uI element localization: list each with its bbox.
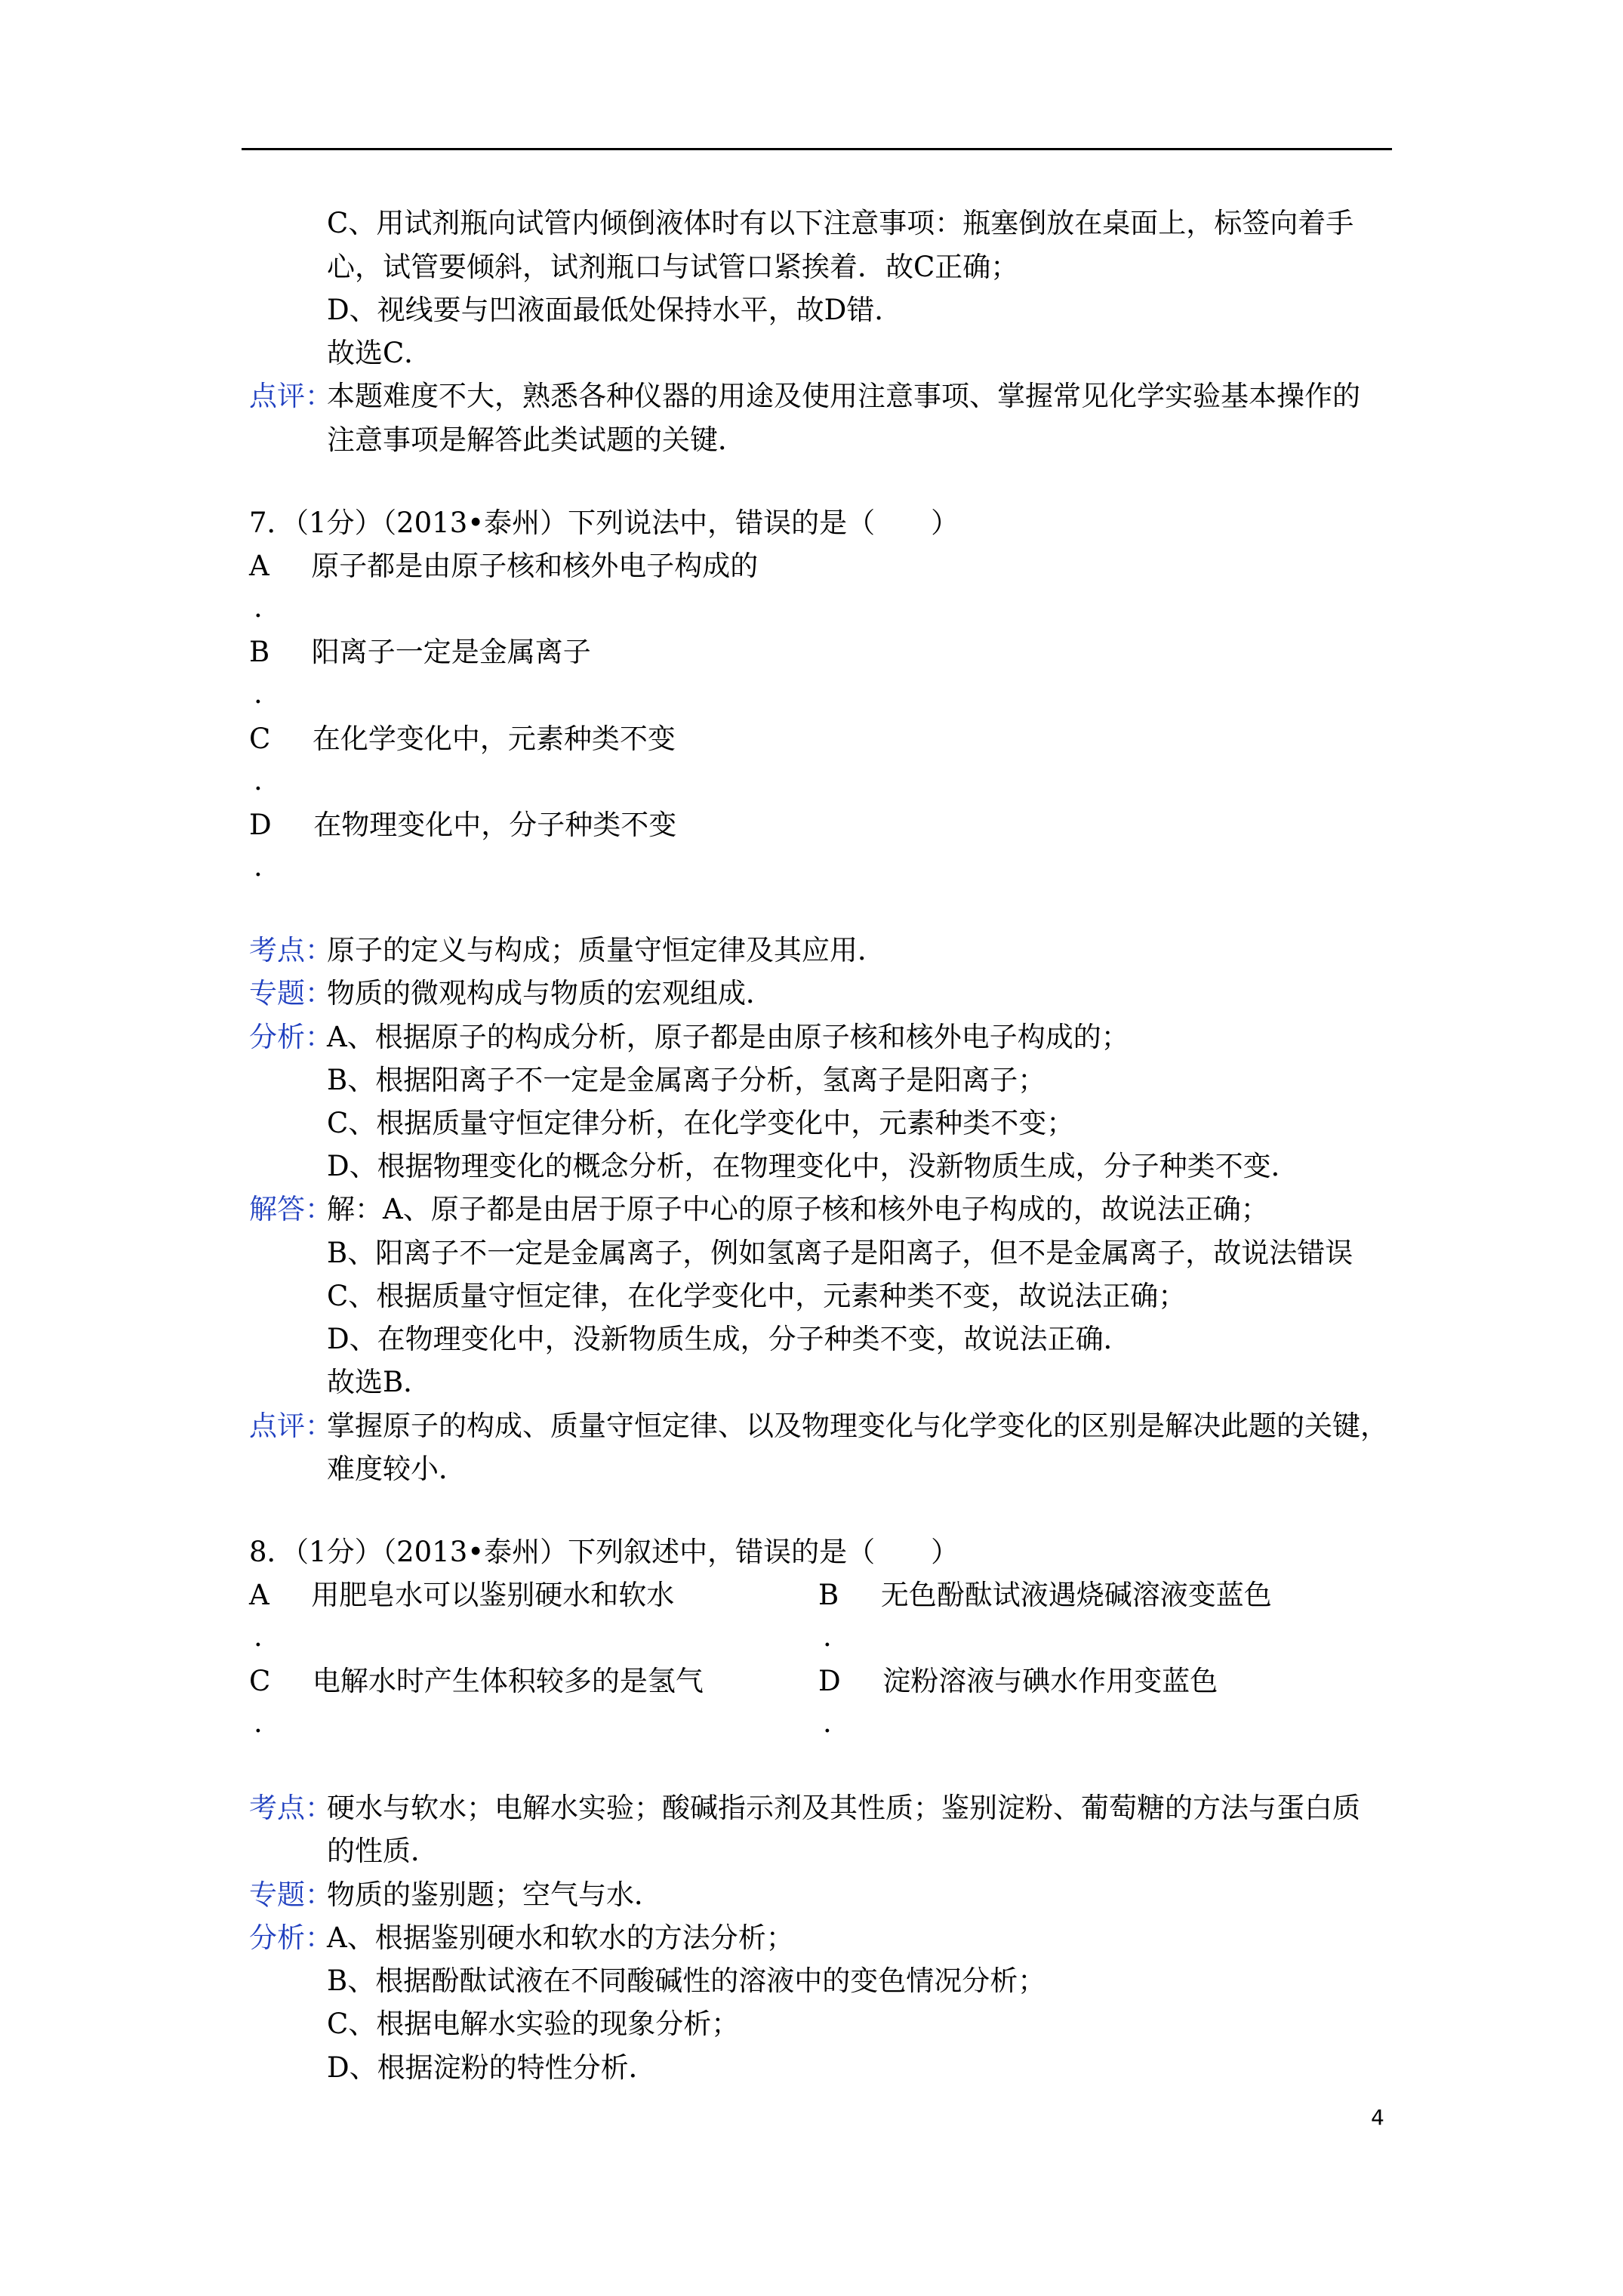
- fenxi-line: D、根据淀粉的特性分析．: [327, 2051, 657, 2084]
- kaodian-line: 硬水与软水；电解水实验；酸碱指示剂及其性质；鉴别淀粉、葡萄糖的方法与蛋白质: [327, 1792, 1360, 1824]
- zhuanti-text: 物质的鉴别题；空气与水．: [327, 1878, 662, 1911]
- option-dot: .: [254, 1706, 263, 1739]
- option-dot: .: [254, 850, 263, 883]
- option-letter: C: [249, 723, 271, 755]
- option-letter: D: [249, 809, 272, 841]
- option-letter: D: [818, 1665, 841, 1697]
- jieda-line: 解：A、原子都是由居于原子中心的原子核和核外电子构成的，故说法正确；: [327, 1193, 1269, 1225]
- q8-option-b: [818, 1581, 1272, 1609]
- option-letter: B: [249, 636, 270, 668]
- prev-answer-line: 心，试管要倾斜，试剂瓶口与试管口紧挨着．故C正确；: [327, 251, 1019, 283]
- option-dot: .: [254, 764, 263, 797]
- option-text: 用肥皂水可以鉴别硬水和软水: [311, 1579, 675, 1611]
- jieda-line: 故选B．: [327, 1366, 432, 1398]
- q7-option-d: [249, 811, 676, 839]
- q8-option-d: [818, 1667, 1218, 1695]
- prev-answer-line: D、视线要与凹液面最低处保持水平，故D错．: [327, 294, 903, 326]
- prev-answer-line: 故选C．: [327, 337, 433, 369]
- prev-answer-line: C、用试剂瓶向试管内倾倒液体时有以下注意事项：瓶塞倒放在桌面上，标签向着手: [327, 207, 1354, 239]
- option-text: 淀粉溶液与碘水作用变蓝色: [882, 1665, 1218, 1697]
- fenxi-line: A、根据原子的构成分析，原子都是由原子核和核外电子构成的；: [327, 1021, 1129, 1053]
- option-text: 电解水时产生体积较多的是氢气: [312, 1665, 704, 1697]
- fenxi-label: 分析：: [249, 1922, 333, 1954]
- kaodian-text: 原子的定义与构成；质量守恒定律及其应用．: [327, 934, 885, 966]
- q7-option-c: [249, 725, 676, 753]
- fenxi-line: B、根据阳离子不一定是金属离子分析，氢离子是阳离子；: [327, 1064, 1046, 1096]
- fenxi-line: D、根据物理变化的概念分析，在物理变化中，没新物质生成，分子种类不变．: [327, 1150, 1299, 1182]
- zhuanti-text: 物质的微观构成与物质的宏观组成．: [327, 977, 774, 1009]
- fenxi-line: C、根据电解水实验的现象分析；: [327, 2008, 740, 2040]
- fenxi-label: 分析：: [249, 1021, 333, 1053]
- option-letter: C: [249, 1665, 271, 1697]
- dianping-label: 点评：: [249, 1410, 333, 1442]
- jieda-line: D、在物理变化中，没新物质生成，分子种类不变，故说法正确．: [327, 1323, 1132, 1355]
- option-dot: .: [254, 1620, 263, 1653]
- comment-line: 注意事项是解答此类试题的关键．: [327, 424, 746, 456]
- dianping-line: 难度较小．: [327, 1453, 467, 1485]
- option-dot: .: [254, 591, 263, 624]
- question-7-stem: 7．（1分）（2013•泰州）下列说法中，错误的是（ ）: [249, 507, 959, 539]
- option-letter: A: [249, 550, 269, 582]
- option-text: 在化学变化中，元素种类不变: [312, 723, 676, 755]
- comment-line: 本题难度不大，熟悉各种仪器的用途及使用注意事项、掌握常见化学实验基本操作的: [327, 380, 1360, 412]
- page-number: 4: [1371, 2105, 1384, 2130]
- dianping-line: 掌握原子的构成、质量守恒定律、以及物理变化与化学变化的区别是解决此题的关键，: [327, 1410, 1388, 1442]
- header-rule: [242, 148, 1392, 150]
- q8-option-c: [249, 1667, 704, 1695]
- fenxi-line: C、根据质量守恒定律分析，在化学变化中，元素种类不变；: [327, 1107, 1075, 1139]
- option-letter: B: [818, 1579, 839, 1611]
- option-dot: .: [823, 1706, 832, 1739]
- q7-option-a: [249, 552, 758, 580]
- fenxi-line: B、根据酚酞试液在不同酸碱性的溶液中的变色情况分析；: [327, 1965, 1046, 1997]
- fenxi-line: A、根据鉴别硬水和软水的方法分析；: [327, 1922, 794, 1954]
- zhuanti-label: 专题：: [249, 1878, 333, 1911]
- jieda-line: B、阳离子不一定是金属离子，例如氢离子是阳离子，但不是金属离子，故说法错误: [327, 1237, 1354, 1269]
- zhuanti-label: 专题：: [249, 977, 333, 1009]
- kaodian-label: 考点：: [249, 1792, 333, 1824]
- jieda-label: 解答：: [249, 1193, 333, 1225]
- jieda-line: C、根据质量守恒定律，在化学变化中，元素种类不变，故说法正确；: [327, 1280, 1187, 1312]
- option-text: 无色酚酞试液遇烧碱溶液变蓝色: [880, 1579, 1272, 1611]
- option-text: 原子都是由原子核和核外电子构成的: [311, 550, 759, 582]
- kaodian-line: 的性质．: [327, 1835, 439, 1867]
- option-dot: .: [823, 1620, 832, 1653]
- option-dot: .: [254, 677, 263, 710]
- q8-option-a: [249, 1581, 674, 1609]
- option-text: 阳离子一定是金属离子: [311, 636, 591, 668]
- option-text: 在物理变化中，分子种类不变: [313, 809, 677, 841]
- q7-option-b: [249, 638, 591, 666]
- comment-label: 点评：: [249, 380, 333, 412]
- option-letter: A: [249, 1579, 269, 1611]
- question-8-stem: 8．（1分）（2013•泰州）下列叙述中，错误的是（ ）: [249, 1536, 959, 1568]
- kaodian-label: 考点：: [249, 934, 333, 966]
